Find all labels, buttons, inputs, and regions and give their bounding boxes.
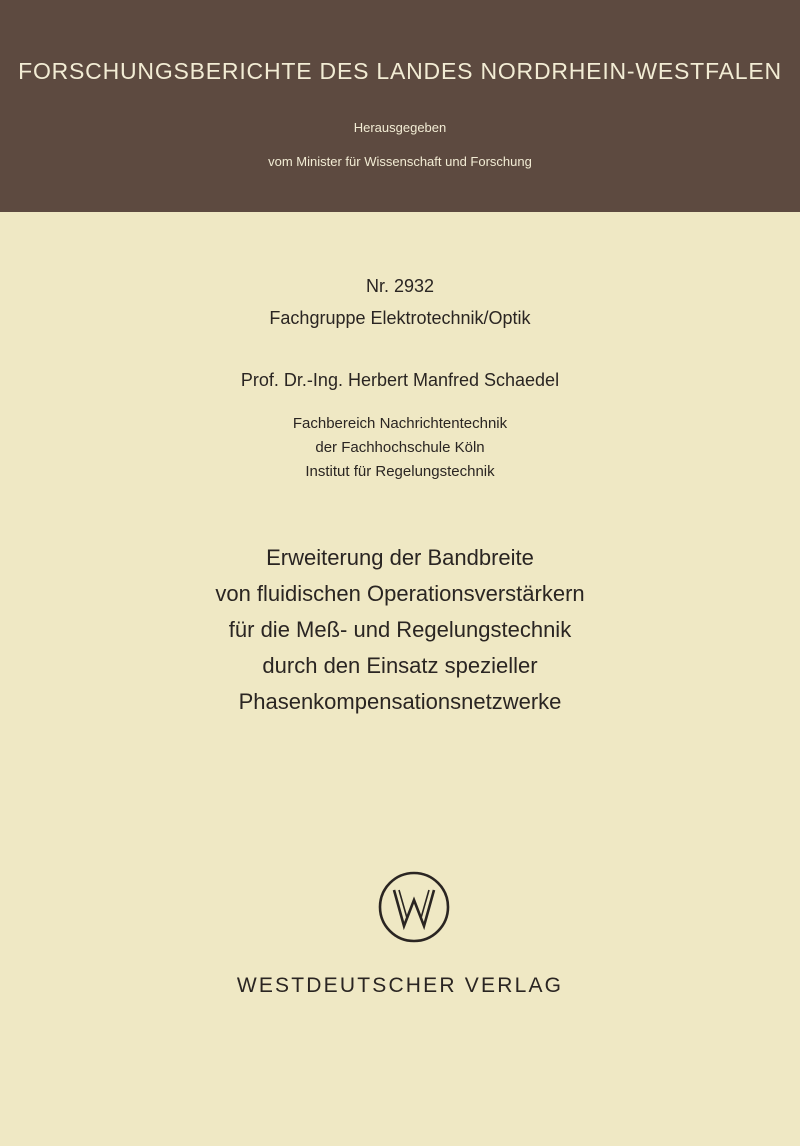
title-line: für die Meß- und Regelungstechnik: [228, 617, 572, 642]
title-line: von fluidischen Operationsverstärkern: [215, 581, 585, 606]
series-header-band: [0, 0, 800, 212]
publisher-note-heading: Herausgegeben: [353, 120, 447, 135]
title-line: durch den Einsatz spezieller: [262, 653, 538, 678]
affiliation-line: Fachbereich Nachrichtentechnik: [292, 415, 508, 432]
report-number: Nr. 2932: [365, 276, 435, 296]
author-name: Prof. Dr.-Ing. Herbert Manfred Schaedel: [240, 370, 560, 390]
title-line: Phasenkompensationsnetzwerke: [238, 689, 562, 714]
affiliation-line: Institut für Regelungstechnik: [305, 463, 495, 480]
series-title: FORSCHUNGSBERICHTE DES LANDES NORDRHEIN-WESTFALEN: [18, 58, 782, 84]
author-affiliation: [0, 412, 800, 484]
publisher-note-minister: vom Minister für Wissenschaft und Forschung: [268, 154, 532, 169]
subject-group: Fachgruppe Elektrotechnik/Optik: [269, 308, 531, 328]
publisher-name: WESTDEUTSCHER VERLAG: [236, 974, 564, 997]
book-title: [0, 540, 800, 720]
title-line: Erweiterung der Bandbreite: [266, 545, 534, 570]
affiliation-line: der Fachhochschule Köln: [315, 439, 485, 456]
wv-logo-icon: [377, 870, 451, 944]
